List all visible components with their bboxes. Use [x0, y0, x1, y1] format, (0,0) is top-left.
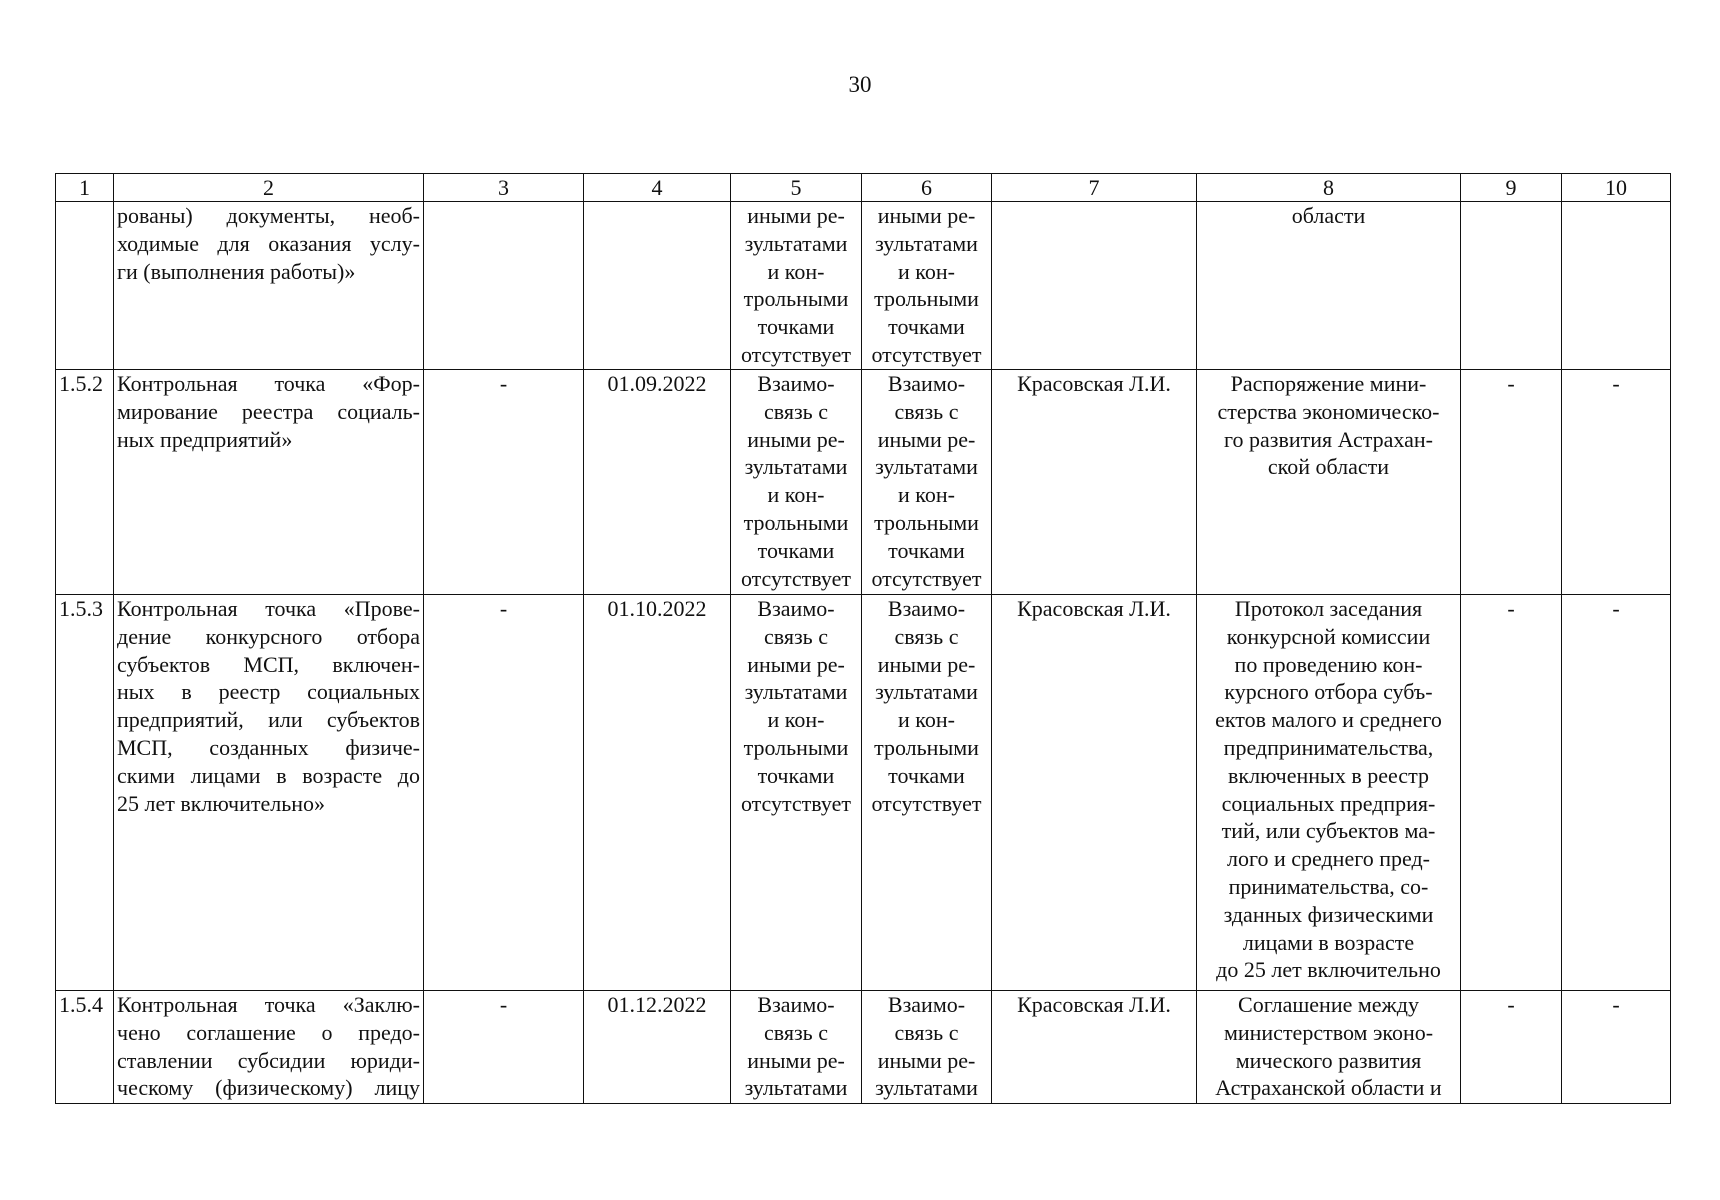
column-10-value: -	[1562, 991, 1671, 1104]
document-value: Распоряжение мини- стерства экономическо- го развития Астрахан- ской области	[1197, 370, 1461, 595]
document-value: Соглашение между министерством эконо- мического развития Астраханской области и	[1197, 991, 1461, 1104]
table-row	[56, 370, 1671, 595]
page-number: 30	[848, 72, 872, 97]
column-3-value: -	[424, 991, 584, 1104]
column-9-value: -	[1461, 991, 1562, 1104]
control-points-table	[55, 173, 1671, 1104]
name-line: чено соглашение о предо-	[117, 1019, 420, 1045]
relation-value: Взаимо- связь с иными ре- зультатами и кон- трольными точками отсутствует	[862, 370, 992, 595]
responsible-value: Красовская Л.И.	[992, 991, 1197, 1104]
table-row	[56, 991, 1671, 1104]
row-number: 1.5.2	[56, 370, 114, 595]
column-10-value	[1562, 202, 1671, 370]
relation-value: Взаимо- связь с иными ре- зультатами	[862, 991, 992, 1104]
relation-value: Взаимо- связь с иными ре- зультатами и кон- трольными точками отсутствует	[731, 370, 862, 595]
relation-value: иными ре- зультатами и кон- трольными точками отсутствует	[862, 202, 992, 370]
responsible-value	[992, 202, 1197, 370]
column-header: 3	[424, 174, 584, 202]
responsible-value: Красовская Л.И.	[992, 595, 1197, 991]
row-number	[56, 202, 114, 370]
date-value: 01.09.2022	[584, 370, 731, 595]
date-value	[584, 202, 731, 370]
name-line: ходимые для оказания услу-	[117, 230, 420, 256]
name-line: Контрольная точка «Заклю-	[117, 992, 420, 1017]
relation-value: Взаимо- связь с иными ре- зультатами	[731, 991, 862, 1104]
name-line: 25 лет включительно»	[117, 790, 326, 816]
date-value: 01.12.2022	[584, 991, 731, 1104]
control-point-name	[114, 991, 424, 1104]
column-9-value: -	[1461, 595, 1562, 991]
name-line: ги (выполнения работы)»	[117, 258, 356, 284]
name-line: МСП, созданных физиче-	[117, 734, 420, 760]
document-value: области	[1197, 202, 1461, 370]
column-3-value: -	[424, 370, 584, 595]
relation-value: иными ре- зультатами и кон- трольными точками отсутствует	[731, 202, 862, 370]
column-10-value: -	[1562, 370, 1671, 595]
name-line: скими лицами в возрасте до	[117, 762, 420, 788]
name-line: Контрольная точка «Прове-	[117, 596, 420, 621]
row-number: 1.5.4	[56, 991, 114, 1104]
relation-value: Взаимо- связь с иными ре- зультатами и кон- трольными точками отсутствует	[731, 595, 862, 991]
header-row	[56, 174, 1671, 202]
column-header: 10	[1562, 174, 1671, 202]
column-header: 8	[1197, 174, 1461, 202]
column-9-value	[1461, 202, 1562, 370]
column-header: 5	[731, 174, 862, 202]
name-line: дение конкурсного отбора	[117, 623, 420, 649]
control-point-name	[114, 595, 424, 991]
name-line: ческому (физическому) лицу	[117, 1075, 420, 1101]
table-row	[56, 202, 1671, 370]
control-point-name	[114, 370, 424, 595]
relation-value: Взаимо- связь с иными ре- зультатами и кон- трольными точками отсутствует	[862, 595, 992, 991]
name-line: ных в реестр социальных	[117, 679, 420, 705]
name-line: мирование реестра социаль-	[117, 398, 420, 424]
control-point-name	[114, 202, 424, 370]
row-number: 1.5.3	[56, 595, 114, 991]
column-10-value: -	[1562, 595, 1671, 991]
name-line: ных предприятий»	[117, 426, 293, 452]
name-line: рованы) документы, необ-	[117, 203, 420, 228]
name-line: Контрольная точка «Фор-	[117, 371, 420, 396]
name-line: ставлении субсидии юриди-	[117, 1047, 420, 1073]
column-3-value	[424, 202, 584, 370]
column-header: 7	[992, 174, 1197, 202]
date-value: 01.10.2022	[584, 595, 731, 991]
column-header: 9	[1461, 174, 1562, 202]
document-value: Протокол заседания конкурсной комиссии по проведению кон- курсного отбора субъ- ектов малого и среднего предпринимательства, включенных в реестр социальных предприя- тий, или субъектов ма- лого и среднего пред- принимательства, со- зданных физическими лицами в возрасте до 25 лет включительно	[1197, 595, 1461, 991]
column-header: 6	[862, 174, 992, 202]
column-header: 2	[114, 174, 424, 202]
responsible-value: Красовская Л.И.	[992, 370, 1197, 595]
column-header: 4	[584, 174, 731, 202]
table-row	[56, 595, 1671, 991]
column-9-value: -	[1461, 370, 1562, 595]
column-3-value: -	[424, 595, 584, 991]
column-header: 1	[56, 174, 114, 202]
name-line: субъектов МСП, включен-	[117, 651, 420, 677]
name-line: предприятий, или субъектов	[117, 707, 420, 733]
